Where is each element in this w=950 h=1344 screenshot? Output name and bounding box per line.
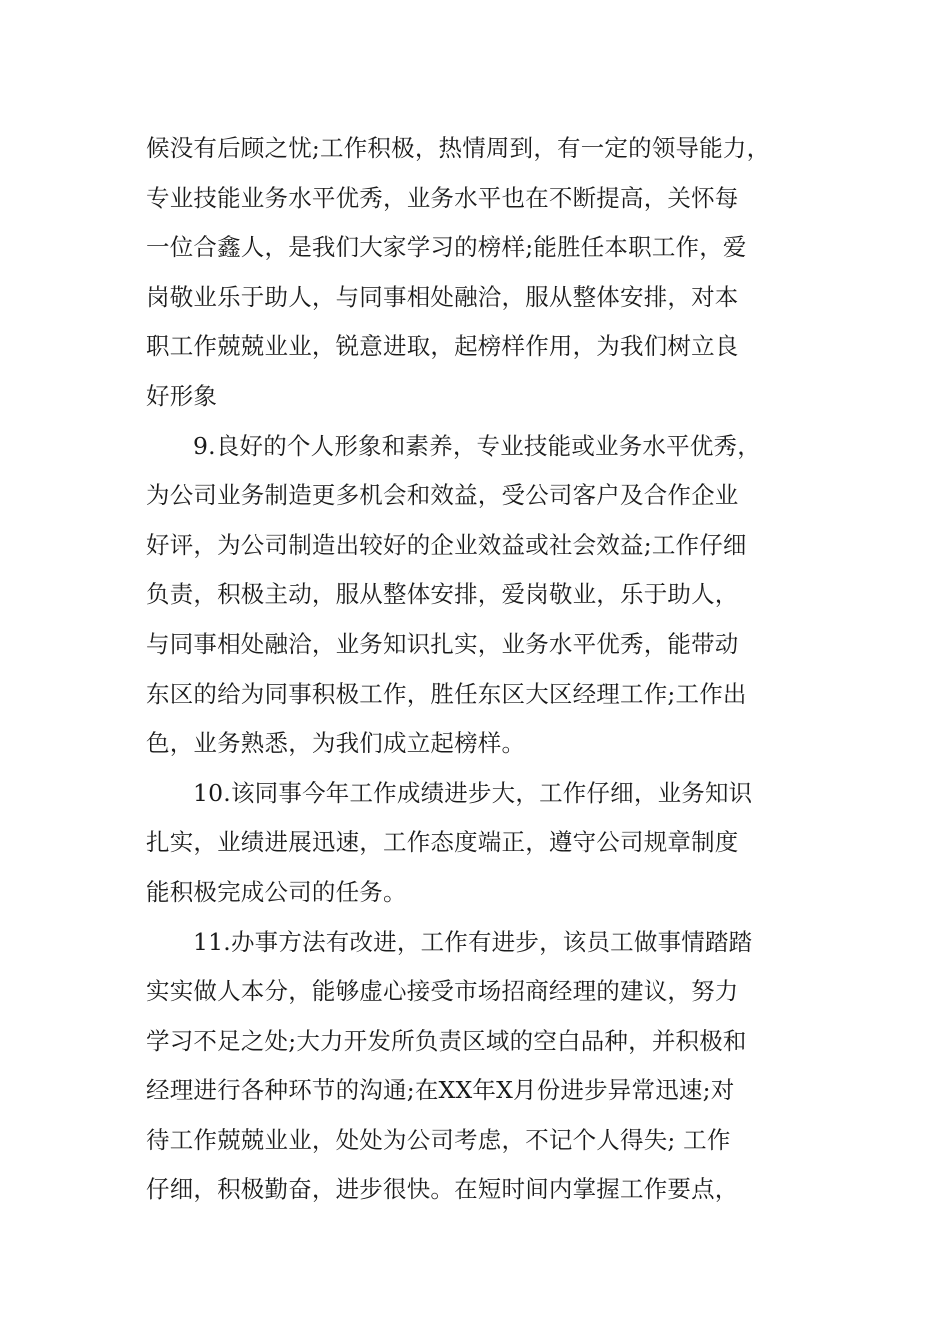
paragraph-line: 与同事相处融洽，业务知识扎实，业务水平优秀，能带动 <box>146 629 739 658</box>
document-body <box>146 124 836 1215</box>
paragraph-line: 负责，积极主动，服从整体安排，爱岗敬业，乐于助人， <box>146 580 739 609</box>
paragraph-11-start: 11.办事方法有改进，工作有进步，该员工做事情踏踏 <box>193 927 753 956</box>
paragraph-line: 学习不足之处;大力开发所负责区域的空白品种，并积极和 <box>146 1026 747 1055</box>
paragraph-line: 好评，为公司制造出较好的企业效益或社会效益;工作仔细 <box>146 530 747 559</box>
paragraph-line: 实实做人本分，能够虚心接受市场招商经理的建议，努力 <box>146 977 739 1006</box>
paragraph-line: 一位合鑫人，是我们大家学习的榜样;能胜任本职工作，爱 <box>146 233 747 262</box>
paragraph-line: 好形象 <box>146 381 218 410</box>
paragraph-line: 候没有后顾之忧;工作积极，热情周到，有一定的领导能力， <box>146 134 771 162</box>
paragraph-9-start: 9.良好的个人形象和素养，专业技能或业务水平优秀， <box>193 431 761 460</box>
paragraph-line: 岗敬业乐于助人，与同事相处融洽，服从整体安排，对本 <box>146 282 739 311</box>
paragraph-line: 专业技能业务水平优秀，业务水平也在不断提高，关怀每 <box>146 183 739 212</box>
paragraph-line: 色，业务熟悉，为我们成立起榜样。 <box>146 729 526 758</box>
paragraph-line: 仔细，积极勤奋，进步很快。在短时间内掌握工作要点， <box>146 1175 739 1204</box>
paragraph-line: 东区的给为同事积极工作，胜任东区大区经理工作;工作出 <box>146 679 747 708</box>
paragraph-line: 职工作兢兢业业，锐意进取，起榜样作用，为我们树立良 <box>146 332 739 361</box>
paragraph-line: 为公司业务制造更多机会和效益，受公司客户及合作企业 <box>146 481 739 510</box>
paragraph-10-start: 10.该同事今年工作成绩进步大，工作仔细，业务知识 <box>193 778 753 807</box>
paragraph-line: 待工作兢兢业业，处处为公司考虑，不记个人得失; 工作 <box>146 1125 731 1154</box>
paragraph-line: 经理进行各种环节的沟通;在XX年X月份进步异常迅速;对 <box>146 1076 735 1105</box>
paragraph-line: 扎实，业绩进展迅速，工作态度端正，遵守公司规章制度 <box>146 828 739 857</box>
paragraph-line: 能积极完成公司的任务。 <box>146 877 407 906</box>
